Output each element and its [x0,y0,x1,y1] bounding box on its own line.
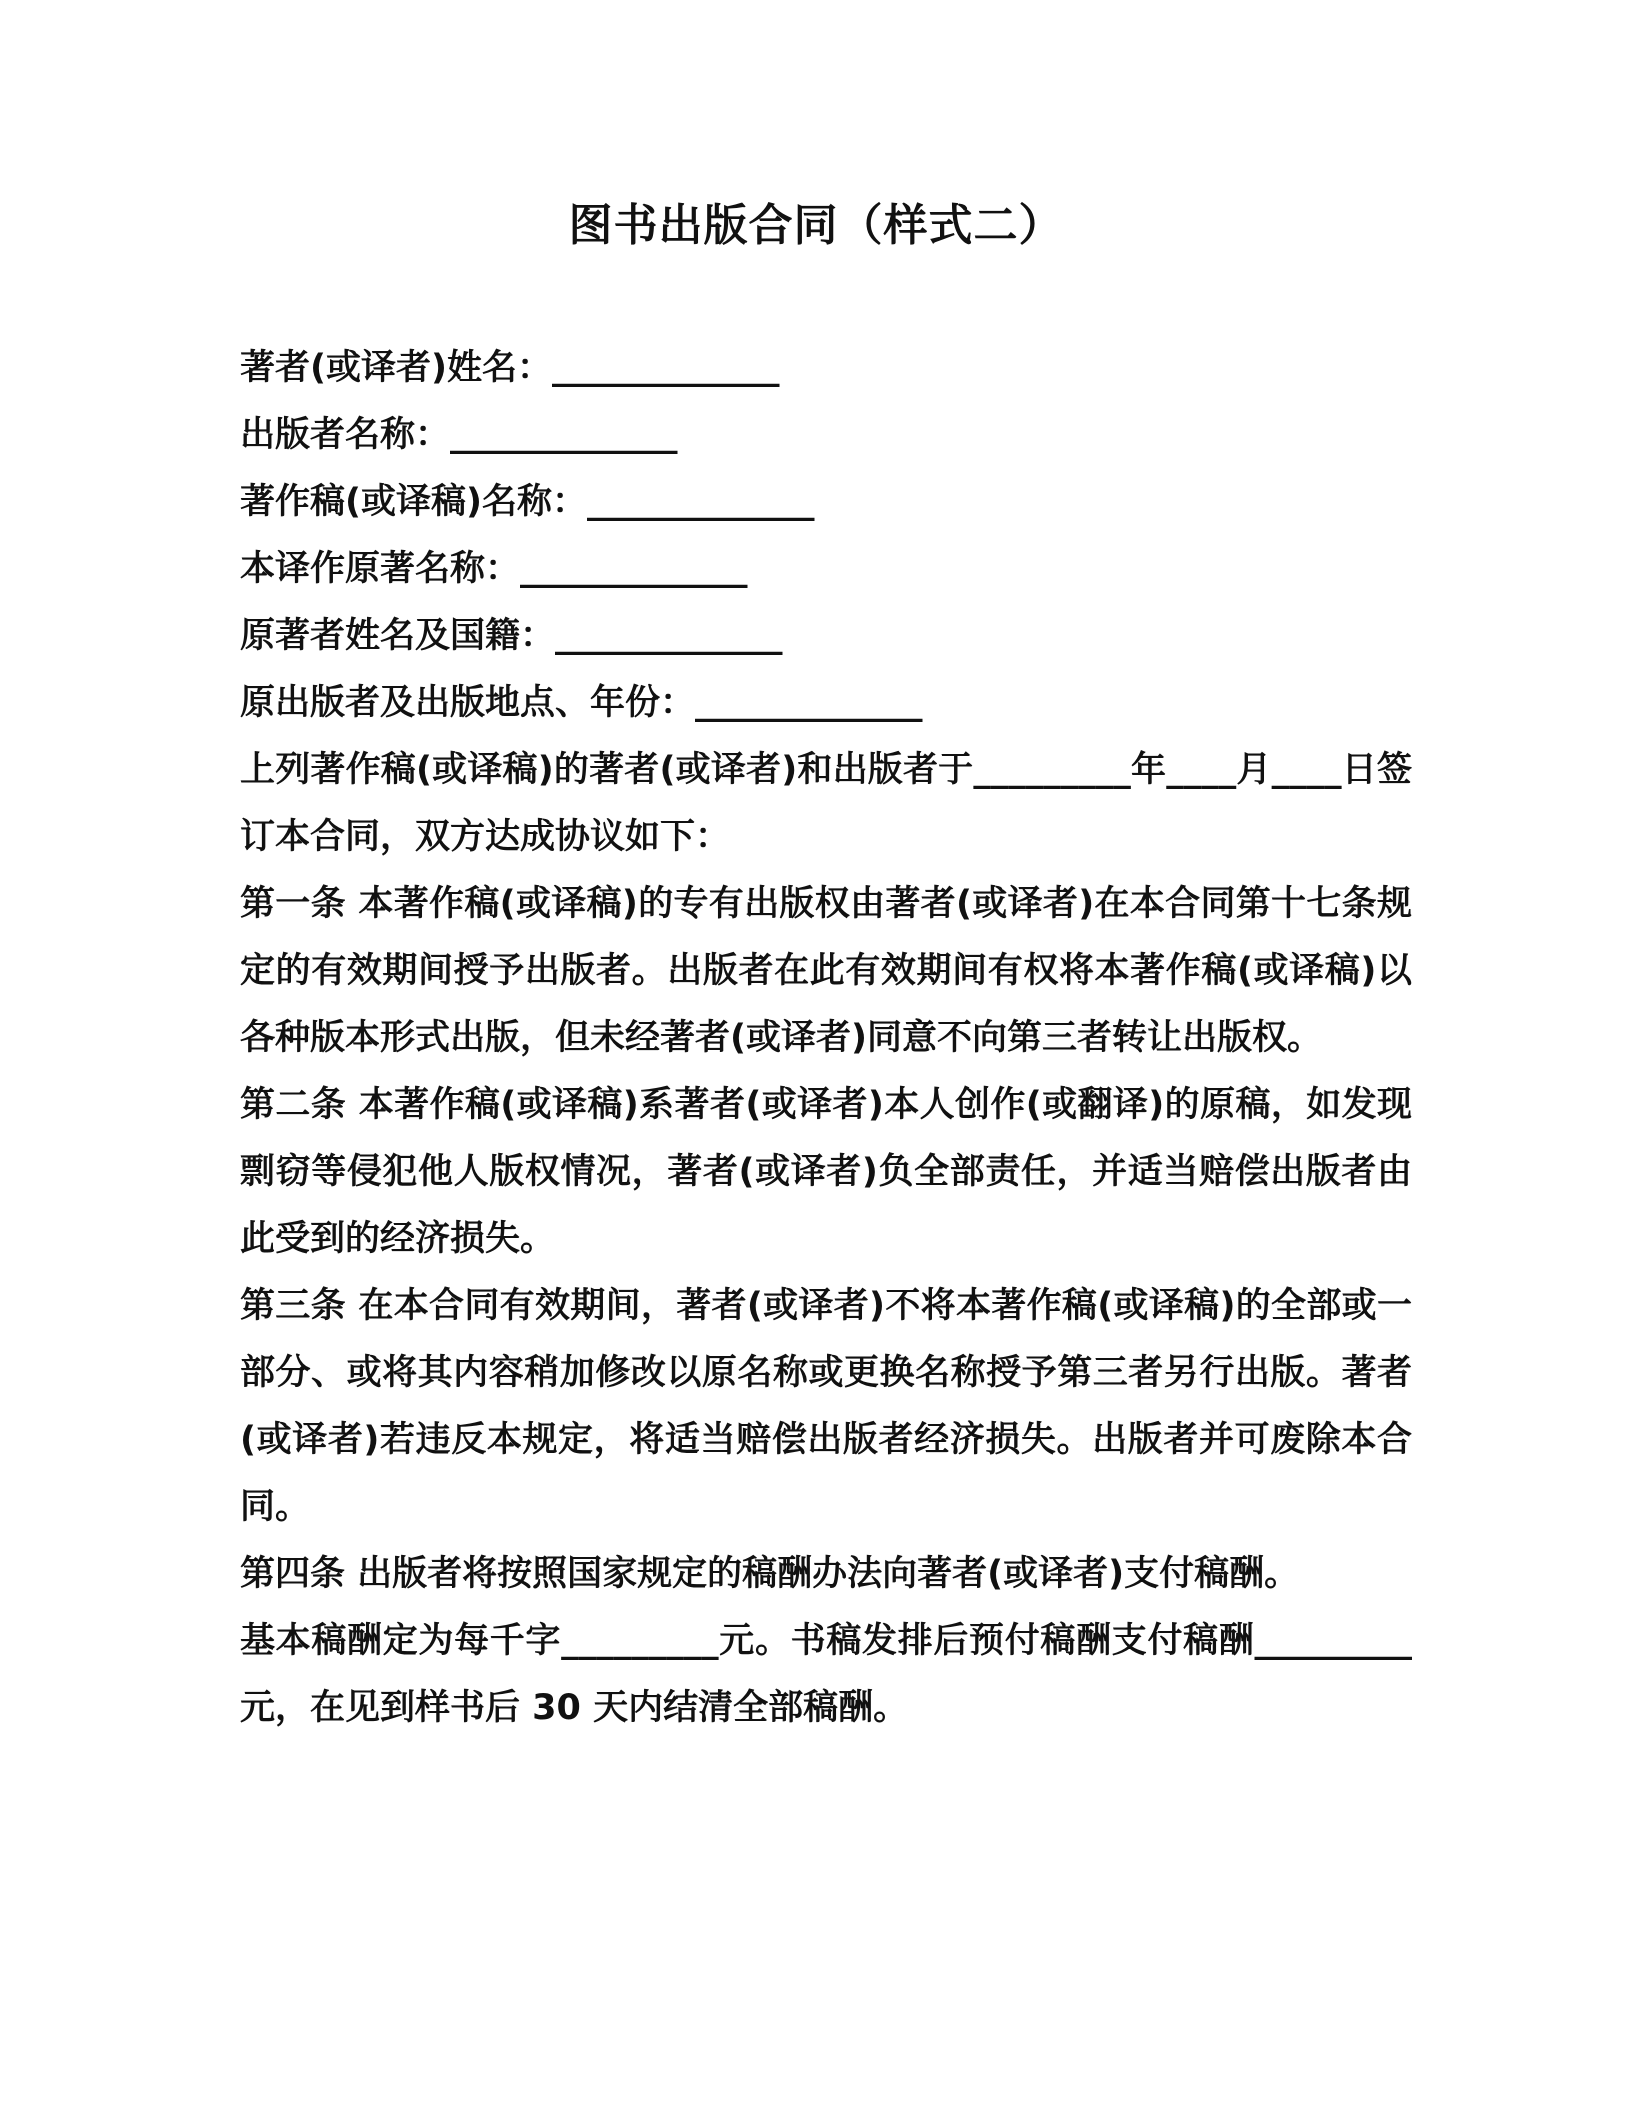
field-blank: _____________ [520,549,748,589]
article-3: 第三条 在本合同有效期间，著者(或译者)不将本著作稿(或译稿)的全部或一部分、或将其内容稍加修改以原名称或更换名称授予第三者另行出版。著者(或译者)若违反本规定，将适当赔偿出版者经济损失。出版者并可废除本合同。 [240,1286,1412,1527]
article-4-payment-terms: 基本稿酬定为每千字_________元。书稿发排后预付稿酬支付稿酬_________元，在见到样书后 30 天内结清全部稿酬。 [240,1621,1412,1728]
field-blank: _____________ [552,348,780,388]
field-manuscript-name [240,469,1412,536]
field-author-name [240,335,1412,402]
article-1: 第一条 本著作稿(或译稿)的专有出版权由著者(或译者)在本合同第十七条规定的有效期间授予出版者。出版者在此有效期间有权将本著作稿(或译稿)以各种版本形式出版，但未经著者(或译者)同意不向第三者转让出版权。 [240,884,1412,1058]
field-blank: _____________ [587,482,815,522]
field-blank: _____________ [555,616,783,656]
field-label: 原著者姓名及国籍： [240,616,556,656]
field-label: 著者(或译者)姓名： [240,348,552,388]
article-4: 第四条 出版者将按照国家规定的稿酬办法向著者(或译者)支付稿酬。 [240,1554,1300,1594]
article-2: 第二条 本著作稿(或译稿)系著者(或译者)本人创作(或翻译)的原稿，如发现剽窃等侵犯他人版权情况，著者(或译者)负全部责任，并适当赔偿出版者由此受到的经济损失。 [240,1085,1412,1259]
field-publisher-name [240,402,1412,469]
document-body [240,335,1412,1742]
field-label: 出版者名称： [240,415,451,455]
field-label: 本译作原著名称： [240,549,521,589]
field-original-publisher-place-year [240,670,1412,737]
field-blank: _____________ [450,415,678,455]
preamble-paragraph: 上列著作稿(或译稿)的著者(或译者)和出版者于_________年____月____日签订本合同，双方达成协议如下： [240,750,1412,857]
field-original-work-name [240,536,1412,603]
field-label: 原出版者及出版地点、年份： [240,683,696,723]
document-title: 图书出版合同（样式二） [568,200,1064,251]
field-original-author-nationality [240,603,1412,670]
field-label: 著作稿(或译稿)名称： [240,482,587,522]
field-blank: _____________ [695,683,923,723]
